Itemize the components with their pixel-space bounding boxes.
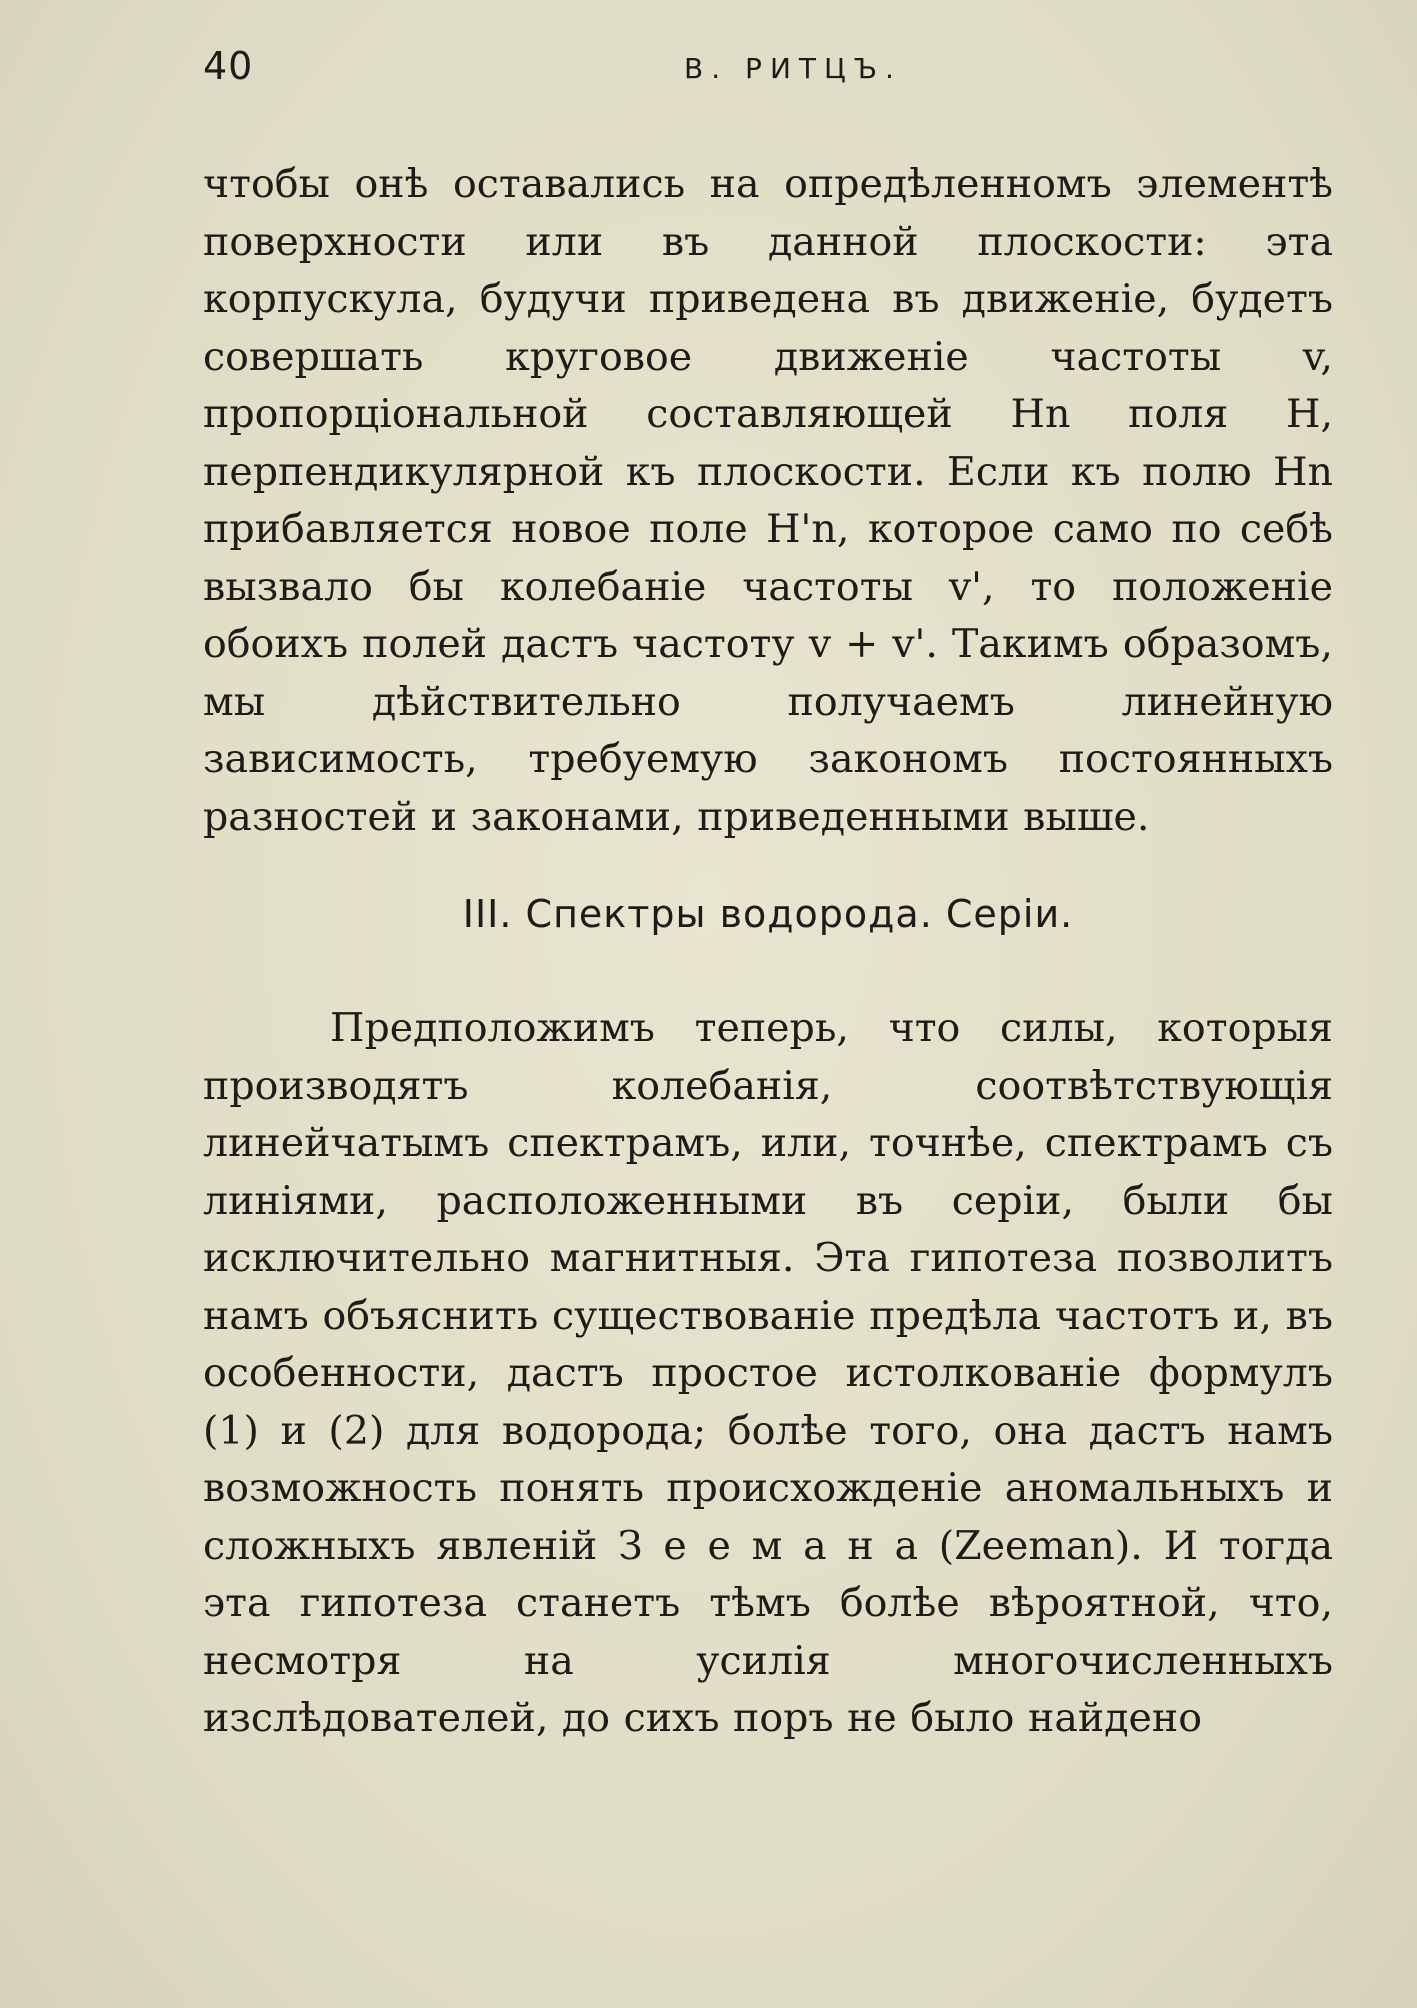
section-heading: III. Спектры водорода. Серіи. — [462, 892, 1074, 936]
paragraph-2: Предположимъ теперь, что силы, которыя производятъ колебанія, соотвѣтствующія линейчатымъ спектрамъ, или, точнѣе, спектрамъ съ линіями, расположенными въ серіи, были бы исключительно магнитныя. Эта гипотеза позволитъ намъ объяснить существованіе предѣла частотъ и, въ особенности, дастъ простое истолкованіе формулъ (1) и (2) для водорода; болѣе того, она дастъ намъ возможность понять происхожденіе аномальныхъ и сложныхъ явленій З е е м а н а (Zeeman). И тогда эта гипотеза станетъ тѣмъ болѣе вѣроятной, что, несмотря на усилія многочисленныхъ изслѣдователей, до сихъ поръ не было найдено — [203, 1005, 1333, 1741]
paragraph-1: чтобы онѣ оставались на опредѣленномъ элементѣ поверхности или въ данной плоскости: эта корпускула, будучи приведена въ движеніе, будетъ совершать круговое движеніе частоты v, пропорціональной составляющей Hn поля H, перпендикулярной къ плоскости. Если къ полю Hn прибавляется новое поле H'n, которое само по себѣ вызвало бы колебаніе частоты v', то положеніе обоихъ полей дастъ частоту v + v'. Такимъ образомъ, мы дѣйствительно получаемъ линейную зависимость, требуемую закономъ постоянныхъ разностей и законами, приведенными выше. — [203, 161, 1333, 840]
page-header — [203, 40, 1333, 100]
running-head: В. РИТЦЪ. — [684, 52, 902, 85]
page-number: 40 — [203, 44, 254, 88]
